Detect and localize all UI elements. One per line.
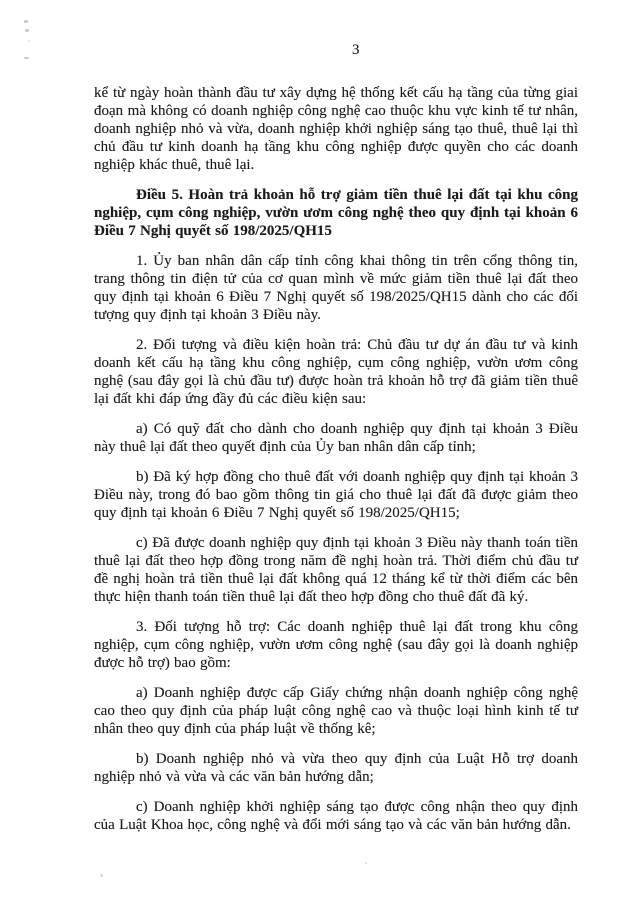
page-number: 3 bbox=[352, 42, 360, 58]
scan-artifact bbox=[365, 862, 367, 864]
article-heading: Điều 5. Hoàn trả khoản hỗ trợ giảm tiền thuê lại đất tại khu công nghiệp, cụm công nghiệp, vườn ươm công nghệ theo quy định tại khoản 6 Điều 7 Nghị quyết số 198/2025/QH15 bbox=[94, 187, 578, 239]
scan-artifact bbox=[25, 29, 29, 32]
paragraph: b) Doanh nghiệp nhỏ và vừa theo quy định của Luật Hỗ trợ doanh nghiệp nhỏ và vừa và các văn bản hướng dẫn; bbox=[94, 751, 578, 785]
paragraph: 1. Ủy ban nhân dân cấp tỉnh công khai thông tin trên cổng thông tin, trang thông tin điện tử của cơ quan mình về mức giảm tiền thuê lại đất theo quy định tại khoản 6 Điều 7 Nghị quyết số 198/2025/QH15 dành cho các đối tượng quy định tại khoản 3 Điều này. bbox=[94, 253, 578, 323]
paragraph: a) Có quỹ đất cho dành cho doanh nghiệp quy định tại khoản 3 Điều này thuê lại đất theo quyết định của Ủy ban nhân dân cấp tỉnh; bbox=[94, 421, 578, 455]
paragraph: 3. Đối tượng hỗ trợ: Các doanh nghiệp thuê lại đất trong khu công nghiệp, cụm công nghiệp, vườn ươm công nghệ (sau đây gọi là doanh nghiệp được hỗ trợ) bao gồm: bbox=[94, 619, 578, 671]
paragraph: b) Đã ký hợp đồng cho thuê đất với doanh nghiệp quy định tại khoản 3 Điều này, trong đó bao gồm thông tin giá cho thuê lại đất đã được giảm theo quy định tại khoản 6 Điều 7 Nghị quyết số 198/2025/QH15; bbox=[94, 469, 578, 521]
scan-artifact bbox=[24, 57, 29, 59]
document-body bbox=[94, 84, 578, 846]
paragraph: a) Doanh nghiệp được cấp Giấy chứng nhận doanh nghiệp công nghệ cao theo quy định của pháp luật công nghệ cao và thuộc loại hình kinh tế tư nhân theo quy định của pháp luật về thống kê; bbox=[94, 685, 578, 737]
paragraph: 2. Đối tượng và điều kiện hoàn trả: Chủ đầu tư dự án đầu tư và kinh doanh kết cấu hạ tầng khu công nghiệp, cụm công nghiệp, vườn ươm công nghệ (sau đây gọi là chủ đầu tư) được hoàn trả khoản hỗ trợ đã giảm tiền thuê lại đất khi đáp ứng đầy đủ các điều kiện sau: bbox=[94, 337, 578, 407]
scan-artifact bbox=[28, 40, 30, 42]
scan-artifact bbox=[100, 874, 103, 877]
paragraph: kể từ ngày hoàn thành đầu tư xây dựng hệ thống kết cấu hạ tầng của từng giai đoạn mà không có doanh nghiệp công nghệ cao thuộc khu vực kinh tế tư nhân, doanh nghiệp nhỏ và vừa, doanh nghiệp khởi nghiệp sáng tạo thuê, thuê lại thì chủ đầu tư kinh doanh hạ tầng khu công nghiệp được quyền cho các doanh nghiệp khác thuê, thuê lại. bbox=[94, 85, 578, 173]
scan-artifact bbox=[24, 20, 28, 23]
paragraph: c) Đã được doanh nghiệp quy định tại khoản 3 Điều này thanh toán tiền thuê lại đất theo hợp đồng trong năm đề nghị hoàn trả. Thời điểm chủ đầu tư đề nghị hoàn trả tiền thuê lại đất không quá 12 tháng kể từ thời điểm các bên thực hiện thanh toán tiền thuê lại đất theo hợp đồng cho thuê đất đã ký. bbox=[94, 535, 578, 605]
paragraph: c) Doanh nghiệp khởi nghiệp sáng tạo được công nhận theo quy định của Luật Khoa học, công nghệ và đổi mới sáng tạo và các văn bản hướng dẫn. bbox=[94, 799, 578, 833]
